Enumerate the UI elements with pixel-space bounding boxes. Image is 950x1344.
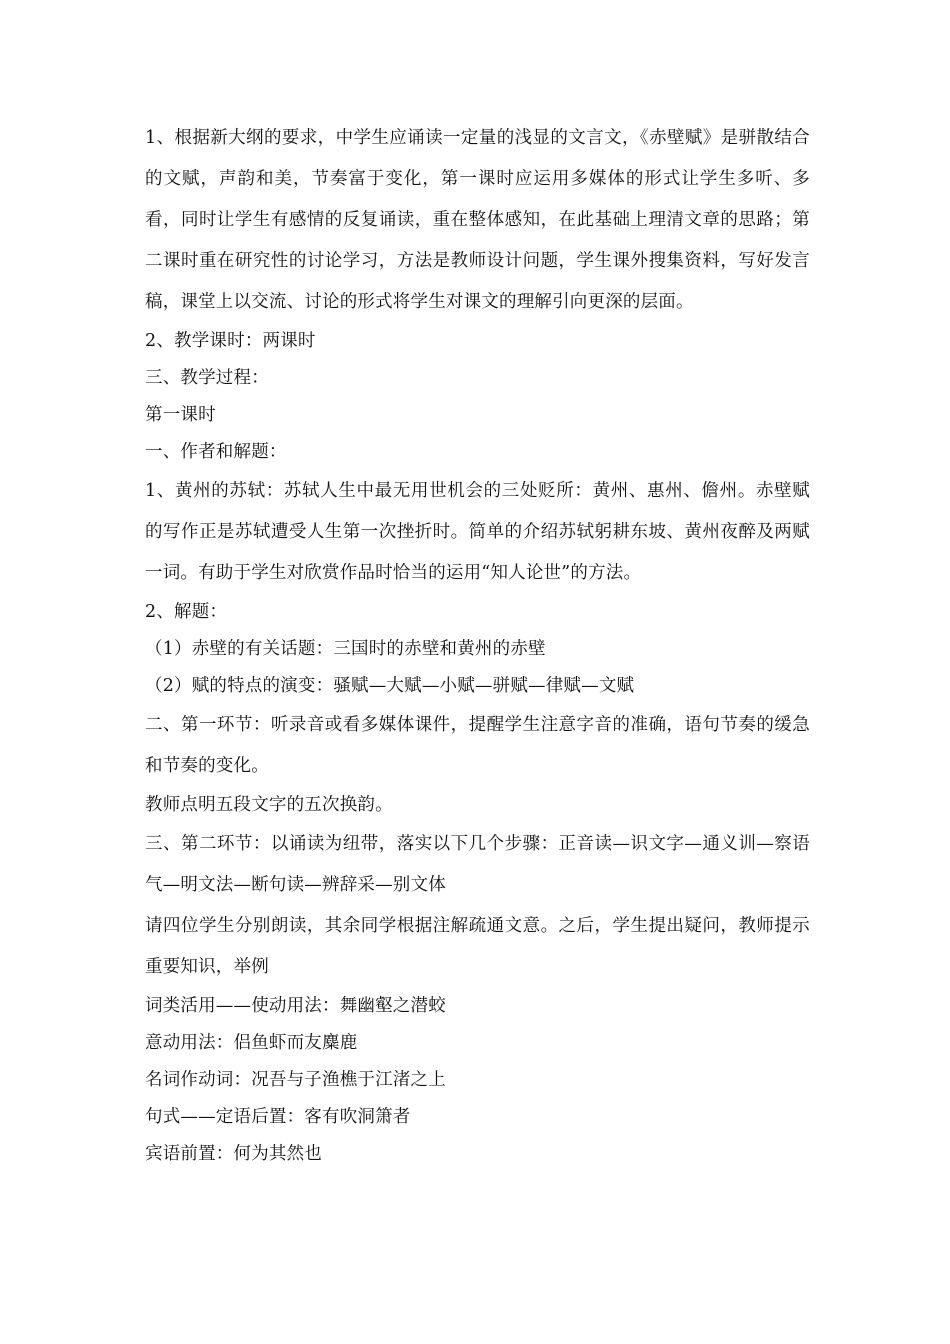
heading-title-explanation: 2、解题：: [145, 602, 228, 622]
example-preposed-object: 宾语前置：何为其然也: [145, 1144, 322, 1164]
heading-first-lesson: 第一课时: [145, 405, 216, 425]
example-noun-as-verb: 名词作动词：况吾与子渔樵于江渚之上: [145, 1070, 446, 1090]
document-body: [145, 118, 810, 1173]
list-item-fu-evolution: （2）赋的特点的演变：骚赋—大赋—小赋—骈赋—律赋—文赋: [145, 676, 635, 696]
paragraph-first-stage: 二、第一环节：听录音或看多媒体课件，提醒学生注意字音的准确，语句节奏的缓急和节奏的变化。: [145, 715, 810, 776]
example-causative-usage: 词类活用——使动用法：舞幽壑之潜蛟: [145, 996, 446, 1016]
paragraph-su-shi-huangzhou: 1、黄州的苏轼：苏轼人生中最无用世机会的三处贬所：黄州、惠州、儋州。赤壁赋的写作正是苏轼遭受人生第一次挫折时。简单的介绍苏轼躬耕东坡、黄州夜醉及两赋一词。有助于学生对欣赏作品时恰当的运用“知人论世”的方法。: [145, 481, 810, 583]
paragraph-class-hours: 2、教学课时：两课时: [145, 331, 316, 351]
paragraph-teaching-rationale: 1、根据新大纲的要求，中学生应诵读一定量的浅显的文言文，《赤壁赋》是骈散结合的文赋，声韵和美，节奏富于变化，第一课时应运用多媒体的形式让学生多听、多看，同时让学生有感情的反复诵读，重在整体感知，在此基础上理清文章的思路；第二课时重在研究性的讨论学习，方法是教师设计问题，学生课外搜集资料，写好发言稿，课堂上以交流、讨论的形式将学生对课文的理解引向更深的层面。: [145, 128, 810, 312]
list-item-chibi-topic: （1）赤壁的有关话题：三国时的赤壁和黄州的赤壁: [145, 639, 546, 659]
example-postposed-attributive: 句式——定语后置：客有吹洞箫者: [145, 1107, 411, 1127]
paragraph-student-reading: 请四位学生分别朗读，其余同学根据注解疏通文意。之后，学生提出疑问，教师提示重要知识，举例: [145, 916, 810, 977]
heading-author-and-title: 一、作者和解题：: [145, 442, 287, 462]
heading-teaching-process: 三、教学过程：: [145, 368, 269, 388]
example-putative-usage: 意动用法：侣鱼虾而友麋鹿: [145, 1033, 358, 1053]
paragraph-second-stage: 三、第二环节：以诵读为纽带，落实以下几个步骤：正音读—识文字—通义训—察语气—明文法—断句读—辨辞采—别文体: [145, 834, 810, 895]
paragraph-rhyme-changes: 教师点明五段文字的五次换韵。: [145, 795, 393, 815]
